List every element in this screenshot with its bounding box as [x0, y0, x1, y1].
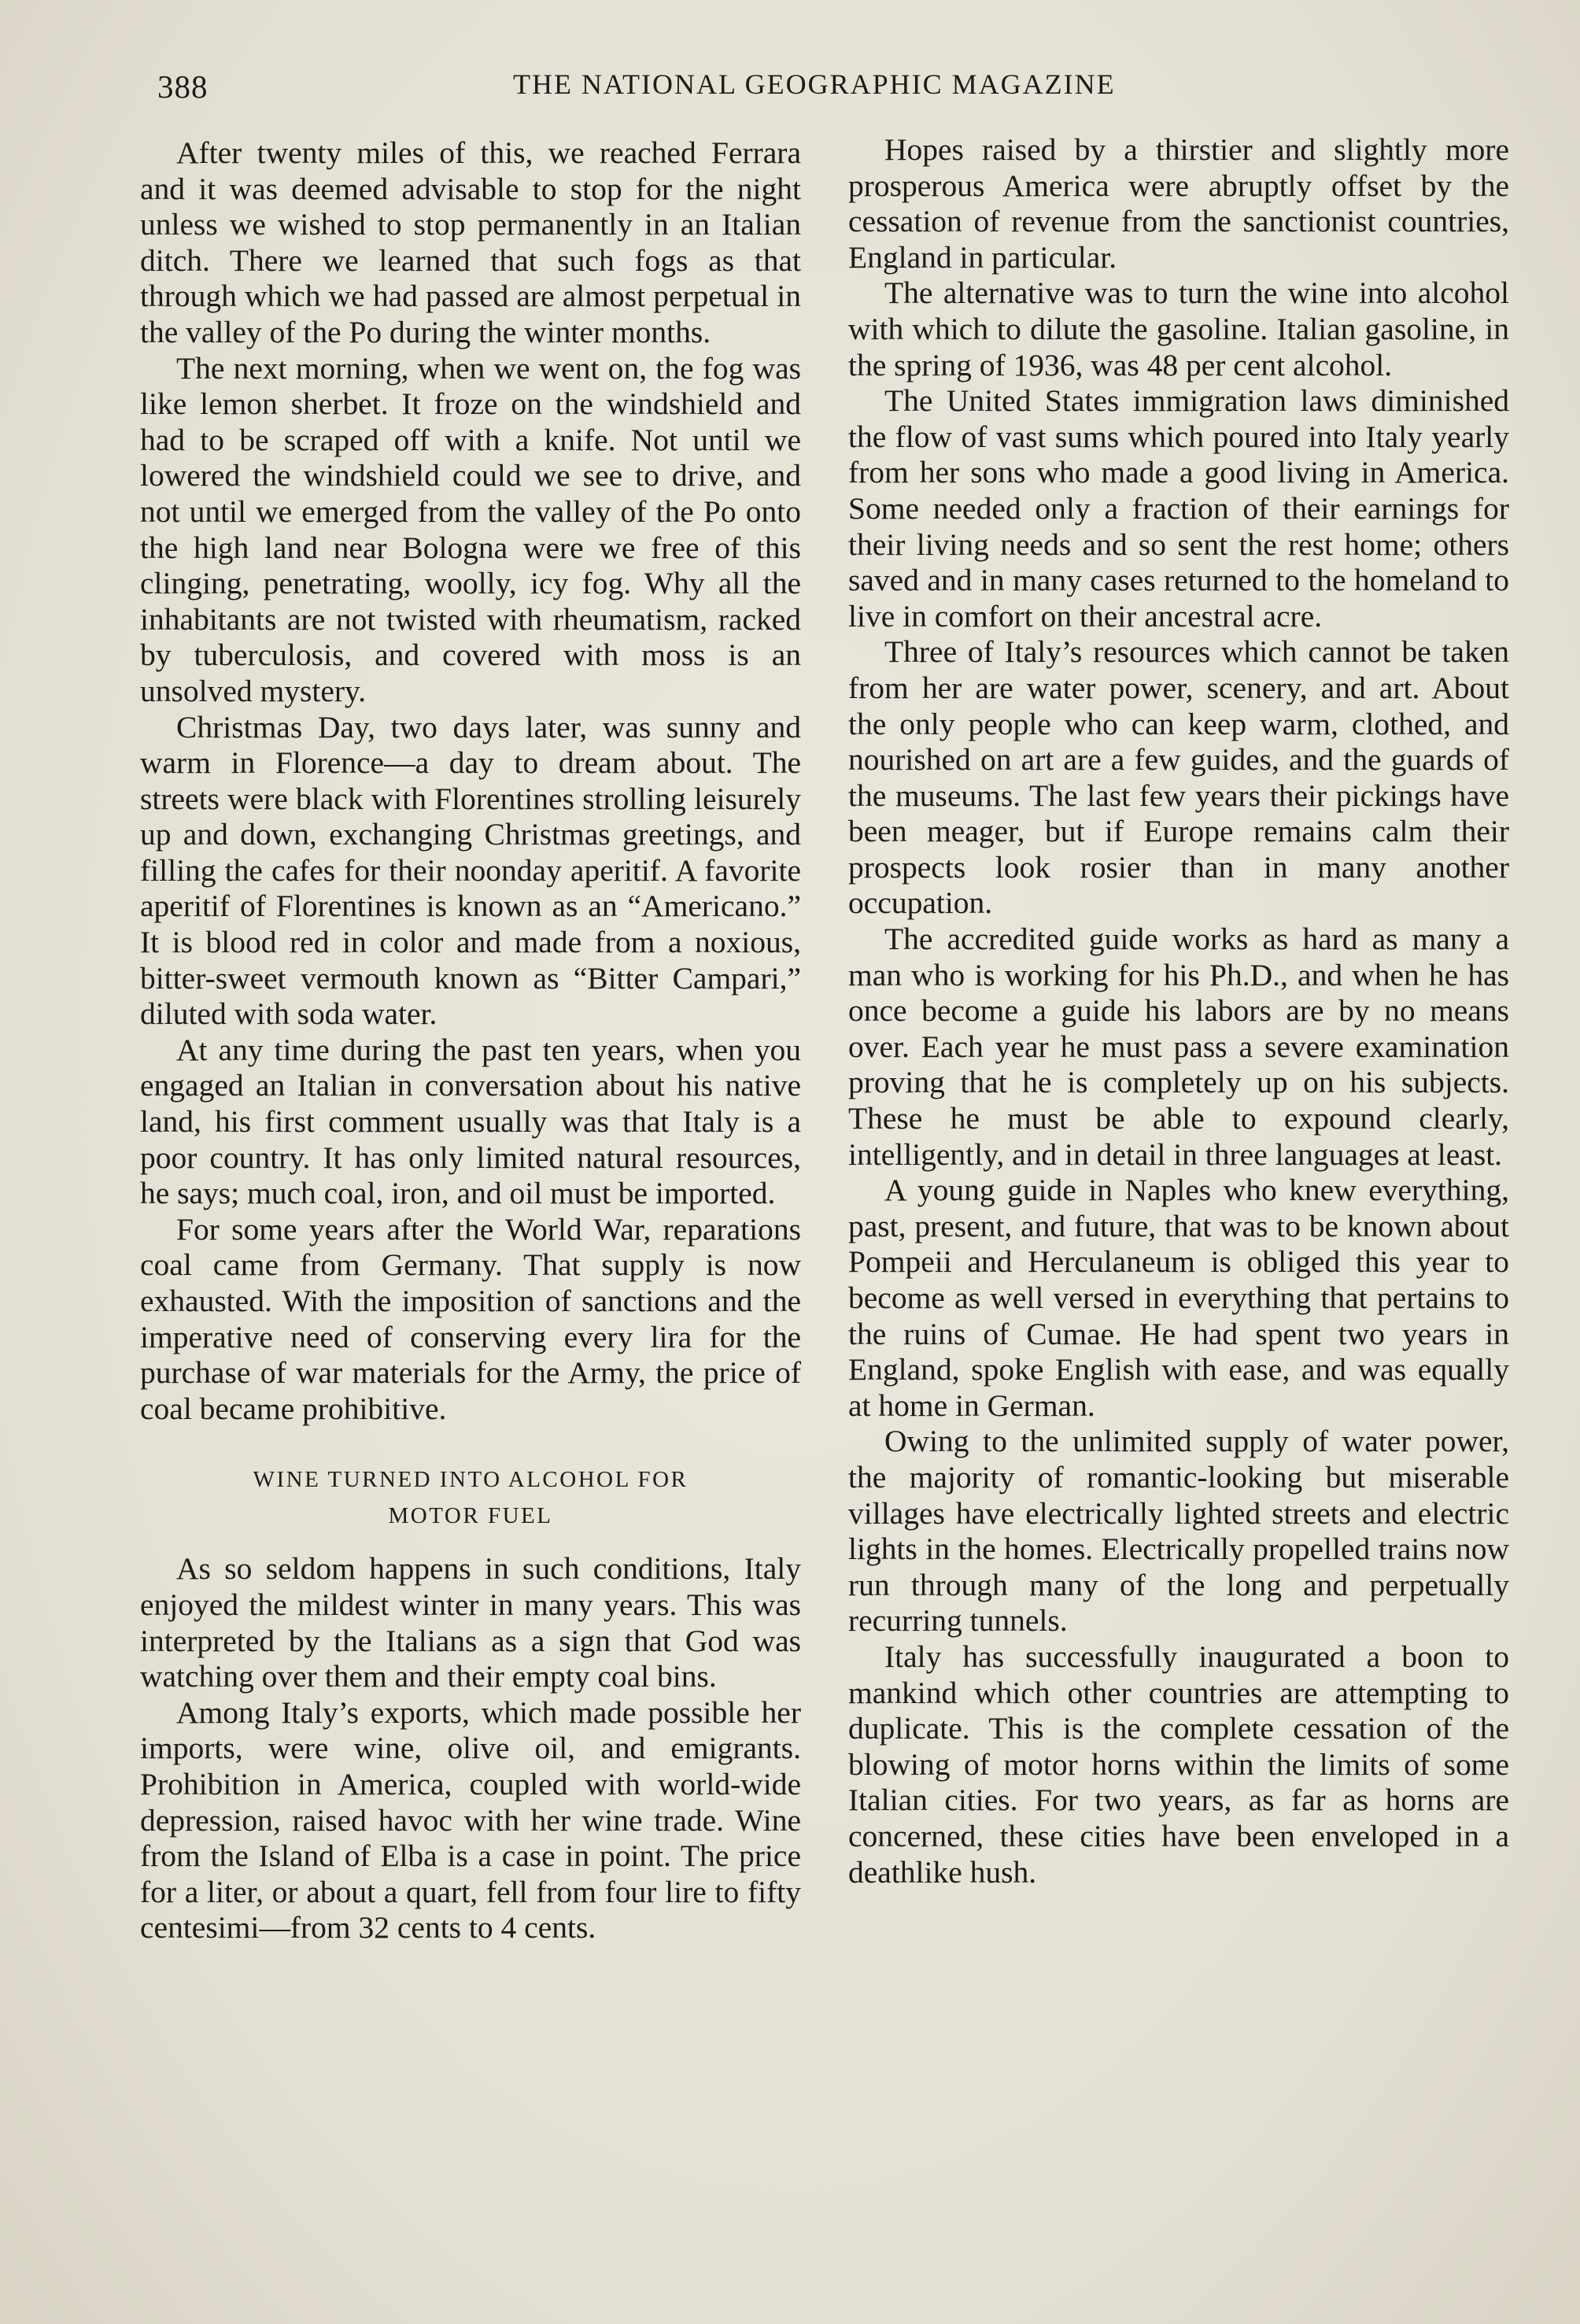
paragraph: As so seldom happens in such conditions, Italy enjoyed the mildest winter in many years. This was interpreted by the Italians as a sign that God was watching over them and their empty coal bins. [140, 1551, 801, 1694]
paragraph: The United States immigration laws diminished the flow of vast sums which poured into Italy yearly from her sons who made a good living in America. Some needed only a fraction of their earnings for their living needs and so sent the rest home; others saved and in many cases returned to the homeland to live in comfort on their ancestral acre. [848, 383, 1509, 634]
paragraph: Three of Italy’s resources which cannot be taken from her are water power, scenery, and art. About the only people who can keep warm, clothed, and nourished on art are a few guides, and the guards of the museums. The last few years their pickings have been meager, but if Europe remains calm their prospects look rosier than in many another occupation. [848, 634, 1509, 921]
paragraph: For some years after the World War, reparations coal came from Germany. That supply is now exhausted. With the imposition of sanctions and the imperative need of conserving every lira for the purchase of war materials for the Army, the price of coal became prohibitive. [140, 1211, 801, 1426]
paragraph: Among Italy’s exports, which made possible her imports, were wine, olive oil, and emigrants. Prohibition in America, coupled with world-wide depression, raised havoc with her wine trade. Wine from the Island of Elba is a case in point. The price for a liter, or about a quart, fell from four lire to fifty centesimi—from 32 cents to 4 cents. [140, 1694, 801, 1945]
section-subhead [140, 1461, 801, 1534]
right-column [848, 132, 1509, 1890]
page-header [157, 61, 1243, 109]
paragraph: A young guide in Naples who knew everything, past, present, and future, that was to be known about Pompeii and Herculaneum is obliged this year to become as well versed in everything that pertains to the ruins of Cumae. He had spent two years in England, spoke English with ease, and was equally at home in German. [848, 1173, 1509, 1423]
page-number: 388 [157, 68, 209, 105]
paragraph: At any time during the past ten years, when you engaged an Italian in conversation about his native land, his first comment usually was that Italy is a poor country. It has only limited natural resources, he says; much coal, iron, and oil must be imported. [140, 1032, 801, 1211]
paragraph: Owing to the unlimited supply of water power, the majority of romantic-looking but miserable villages have electrically lighted streets and electric lights in the homes. Electrically propelled trains now run through many of the long and perpetually recurring tunnels. [848, 1424, 1509, 1639]
paragraph: The next morning, when we went on, the fog was like lemon sherbet. It froze on the windshield and had to be scraped off with a knife. Not until we lowered the windshield could we see to drive, and not until we emerged from the valley of the Po onto the high land near Bologna were we free of this clinging, penetrating, woolly, icy fog. Why all the inhabitants are not twisted with rheumatism, racked by tuberculosis, and covered with moss is an unsolved mystery. [140, 350, 801, 708]
paragraph: Hopes raised by a thirstier and slightly more prosperous America were abruptly offset by the cessation of revenue from the sanctionist countries, England in particular. [848, 132, 1509, 275]
paragraph: After twenty miles of this, we reached Ferrara and it was deemed advisable to stop for the night unless we wished to stop permanently in an Italian ditch. There we learned that such fogs as that through which we had passed are almost perpetual in the valley of the Po during the winter months. [140, 135, 801, 349]
subhead-line: MOTOR FUEL [388, 1503, 553, 1529]
paragraph: The alternative was to turn the wine into alcohol with which to dilute the gasoline. Italian gasoline, in the spring of 1936, was 48 per cent alcohol. [848, 275, 1509, 382]
paragraph: The accredited guide works as hard as many a man who is working for his Ph.D., and when he has once become a guide his labors are by no means over. Each year he must pass a severe examination proving that he is completely up on his subjects. These he must be able to expound clearly, intelligently, and in detail in three languages at least. [848, 922, 1509, 1172]
running-head: THE NATIONAL GEOGRAPHIC MAGAZINE [513, 68, 1116, 100]
subhead-line: WINE TURNED INTO ALCOHOL FOR [253, 1467, 688, 1493]
paragraph: Christmas Day, two days later, was sunny and warm in Florence—a day to dream about. The streets were black with Florentines strolling leisurely up and down, exchanging Christmas greetings, and filling the cafes for their noonday aperitif. A favorite aperitif of Florentines is known as an “Americano.” It is blood red in color and made from a noxious, bitter-sweet vermouth known as “Bitter Campari,” diluted with soda water. [140, 709, 801, 1032]
paragraph: Italy has successfully inaugurated a boon to mankind which other countries are attempting to duplicate. This is the complete cessation of the blowing of motor horns within the limits of some Italian cities. For two years, as far as horns are concerned, these cities have been enveloped in a deathlike hush. [848, 1639, 1509, 1890]
left-column [140, 135, 801, 1946]
